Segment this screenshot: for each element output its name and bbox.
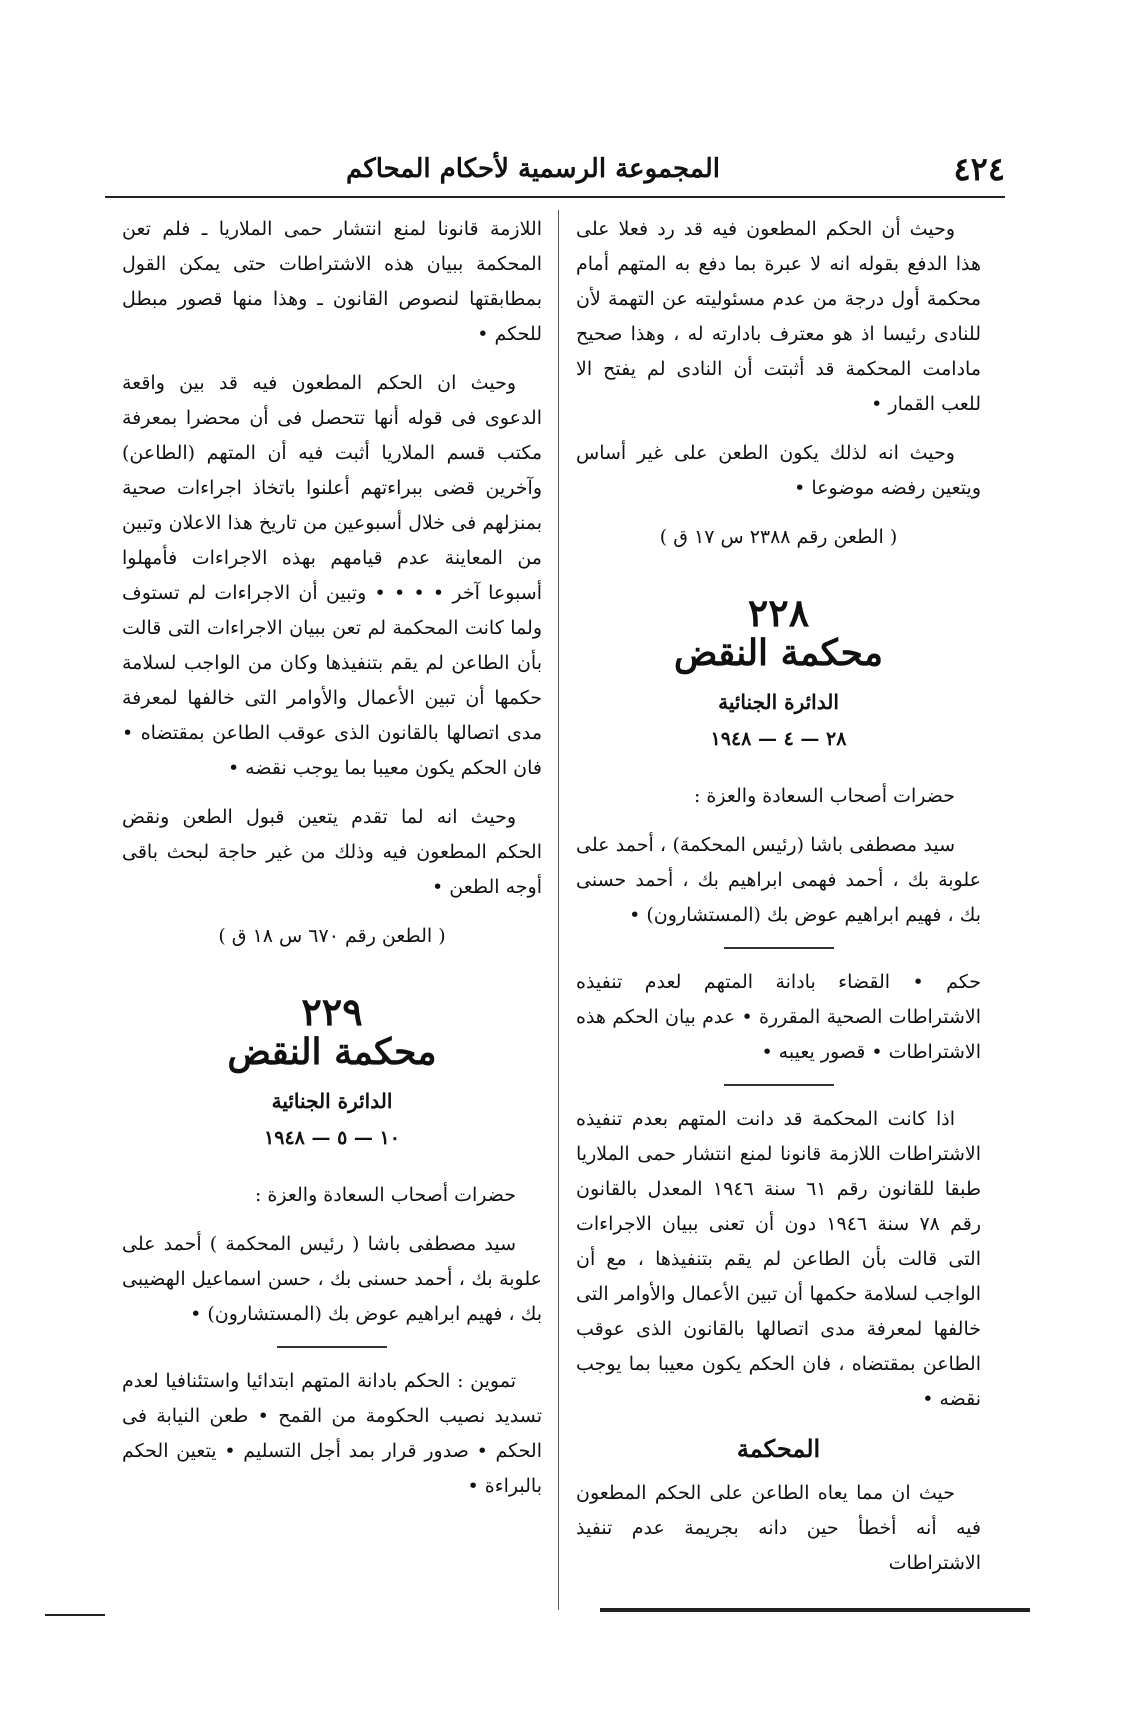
page-number: ٤٢٤ xyxy=(953,150,1005,188)
judges-intro: حضرات أصحاب السعادة والعزة : xyxy=(254,1184,516,1206)
judges-list: سيد مصطفى باشا ( رئيس المحكمة ) أحمد على علوبة بك ، أحمد حسنى بك ، حسن اسماعيل الهضيبى بك ، فهيم ابراهيم عوض بك (المستشارون) • xyxy=(122,1233,542,1325)
page-header xyxy=(105,150,1005,190)
judges-intro: حضرات أصحاب السعادة والعزة : xyxy=(693,785,955,807)
case-reference: ( الطعن رقم ٢٣٨٨ س ١٧ ق ) xyxy=(659,526,898,548)
paragraph: وحيث انه لما تقدم يتعين قبول الطعن ونقض الحكم المطعون فيه وذلك من غير حاجة لبحث باقى أوجه الطعن • xyxy=(122,806,542,898)
left-column xyxy=(122,212,542,1518)
judges-list: سيد مصطفى باشا (رئيس المحكمة) ، أحمد على علوبة بك ، أحمد فهمى ابراهيم بك ، أحمد حسنى بك ، فهيم ابراهيم عوض بك (المستشارون) • xyxy=(576,834,981,926)
footer-rule-right xyxy=(600,1608,1030,1612)
column-divider xyxy=(558,210,559,1610)
footer-rule-left xyxy=(45,1614,105,1616)
paragraph: اللازمة قانونا لمنع انتشار حمى الملاريا ـ فلم تعن المحكمة ببيان هذه الاشتراطات حتى يمكن القول بمطابقتها لنصوص القانون ـ وهذا منها قصور مبطل للحكم • xyxy=(122,218,542,345)
subject-keywords: تموين : الحكم بادانة المتهم ابتدائيا واستئنافيا لعدم تسديد نصيب الحكومة من القمح • طعن النيابة فى الحكم • صدور قرار بمد أجل التسليم • يتعين الحكم بالبراءة • xyxy=(122,1370,542,1497)
header-rule xyxy=(105,196,1005,198)
running-title: المجموعة الرسمية لأحكام المحاكم xyxy=(346,154,720,184)
paragraph: وحيث أن الحكم المطعون فيه قد رد فعلا على هذا الدفع بقوله انه لا عبرة بما دفع به المتهم أمام محكمة أول درجة من عدم مسئوليته عن التهمة لأن للنادى رئيسا اذ هو معترف بادارته له ، وهذا صحيح مادامت المحكمة قد أثبتت أن النادى لم يفتح الا للعب القمار • xyxy=(576,218,981,415)
judgment-date: ١٠ — ٥ — ١٩٤٨ xyxy=(264,1127,400,1149)
judgment-date: ٢٨ — ٤ — ١٩٤٨ xyxy=(710,728,847,750)
right-column xyxy=(576,212,981,1595)
section-heading: المحكمة xyxy=(736,1434,821,1463)
section-rule xyxy=(724,1084,834,1086)
court-name: محكمة النقض xyxy=(227,1031,437,1073)
paragraph: وحيث انه لذلك يكون الطعن على غير أساس ويتعين رفضه موضوعا • xyxy=(576,442,981,499)
court-name: محكمة النقض xyxy=(673,632,884,674)
section-rule xyxy=(277,1346,387,1348)
circuit-name: الدائرة الجنائية xyxy=(718,690,839,714)
case-number: ٢٢٨ xyxy=(747,590,810,635)
case-reference: ( الطعن رقم ٦٧٠ س ١٨ ق ) xyxy=(218,925,446,947)
paragraph: حيث ان مما يعاه الطاعن على الحكم المطعون فيه أنه أخطأ حين دانه بجريمة عدم تنفيذ الاشتراطات xyxy=(576,1482,981,1574)
subject-keywords: حكم • القضاء بادانة المتهم لعدم تنفيذه الاشتراطات الصحية المقررة • عدم بيان الحكم هذه الاشتراطات • قصور يعيبه • xyxy=(576,971,981,1063)
summary: اذا كانت المحكمة قد دانت المتهم بعدم تنفيذه الاشتراطات اللازمة قانونا لمنع انتشار حمى الملاريا طبقا للقانون رقم ٦١ سنة ١٩٤٦ المعدل بالقانون رقم ٧٨ سنة ١٩٤٦ دون أن تعنى ببيان الاجراءات التى قالت بأن الطاعن لم يقم بتنفيذها ، مع أن الواجب لسلامة حكمها أن تبين الأعمال والأوامر التى خالفها لمعرفة مدى اتصالها بالقانون الذى عوقب الطاعن بمقتضاه ، فان الحكم يكون معيبا بما يوجب نقضه • xyxy=(576,1108,982,1410)
section-rule xyxy=(724,947,834,949)
case-number: ٢٢٩ xyxy=(301,989,363,1034)
circuit-name: الدائرة الجنائية xyxy=(271,1089,393,1113)
paragraph: وحيث ان الحكم المطعون فيه قد بين واقعة الدعوى فى قوله أنها تتحصل فى أن محضرا بمعرفة مكتب قسم الملاريا أثبت فيه أن المتهم (الطاعن) وآخرين قضى ببراءتهم أعلنوا باتخاذ اجراءات صحية بمنزلهم فى خلال أسبوعين من تاريخ هذا الاعلان وتبين من المعاينة عدم قيامهم بهذه الاجراءات فأمهلوا أسبوعا آخر • • • • وتبين أن الاجراءات لم تستوف ولما كانت المحكمة لم تعن ببيان الاجراءات التى قالت بأن الطاعن لم يقم بتنفيذها وكان من الواجب لسلامة حكمها أن تبين الأعمال والأوامر التى خالفها لمعرفة مدى اتصالها بالقانون الذى عوقب الطاعن بمقتضاه • فان الحكم يكون معيبا بما يوجب نقضه • xyxy=(122,372,542,779)
